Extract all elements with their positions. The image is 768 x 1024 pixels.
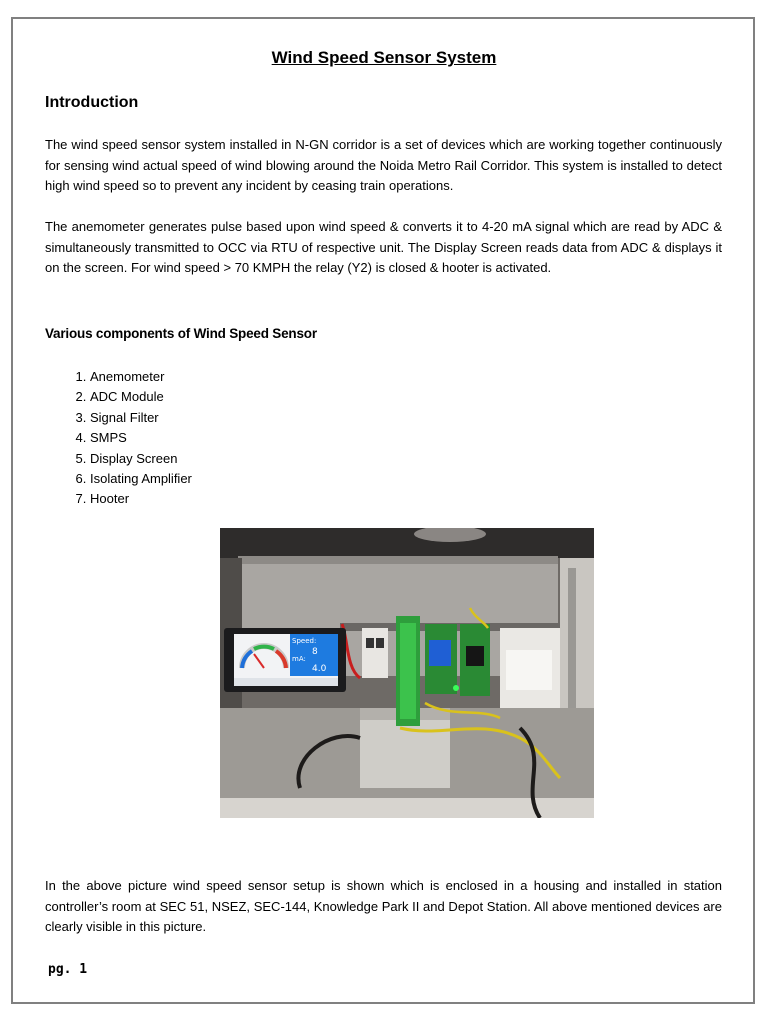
paragraph-3: In the above picture wind speed sensor setup is shown which is enclosed in a housing and installed in station controller’s room at SEC 51, NSEZ, SEC-144, Knowledge Park II and Depot Station. All above mentioned devices are clearly visible in this picture. — [45, 878, 722, 934]
paragraph-1: The wind speed sensor system installed in N-GN corridor is a set of devices which are working together continuously for sensing wind actual speed of wind blowing around the Noida Metro Rail Corridor. This system is installed to detect high wind speed so to prevent any incident by ceasing train operations. — [45, 137, 722, 193]
document-title: Wind Speed Sensor System — [271, 48, 497, 67]
display-speed-value: 8 — [312, 647, 318, 657]
list-item: 2. ADC Module — [90, 387, 192, 407]
sensor-setup-photo — [220, 528, 594, 818]
list-item: 1. Anemometer — [90, 367, 192, 387]
list-item: 5. Display Screen — [90, 449, 192, 469]
display-ma-value: 4.0 — [312, 664, 327, 674]
components-heading: Various components of Wind Speed Sensor — [45, 326, 317, 341]
paragraph-2: The anemometer generates pulse based upon wind speed & converts it to 4-20 mA signal which are read by ADC & simultaneously transmitted to OCC via RTU of respective unit. The Display Screen reads data from ADC & displays it on the screen. For wind speed > 70 KMPH the relay (Y2) is closed & hooter is activated. — [45, 219, 722, 275]
display-ma-label: mA: — [292, 655, 306, 663]
list-item: 7. Hooter — [90, 489, 192, 509]
display-speed-label: Speed: — [292, 637, 317, 645]
list-item: 4. SMPS — [90, 428, 192, 448]
page-number: pg. 1 — [48, 962, 88, 977]
list-item: 3. Signal Filter — [90, 408, 192, 428]
introduction-heading: Introduction — [45, 94, 139, 111]
list-item: 6. Isolating Amplifier — [90, 469, 192, 489]
components-list — [44, 367, 192, 510]
